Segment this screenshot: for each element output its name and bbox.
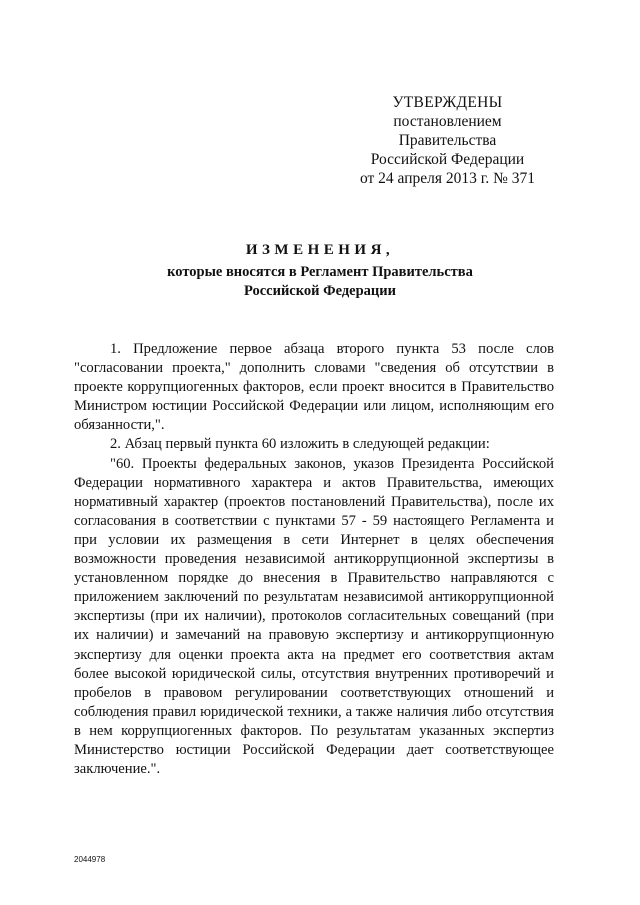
document-code: 2044978 — [74, 855, 106, 864]
approval-line-3: от 24 апреля 2013 г. № 371 — [359, 170, 536, 187]
paragraph-2: 2. Абзац первый пункта 60 изложить в следующей редакции: — [110, 436, 490, 453]
approval-head: УТВЕРЖДЕНЫ — [392, 94, 503, 111]
paragraph-1: 1. Предложение первое абзаца второго пункта 53 после слов "согласовании проекта," дополнить словами "сведения об отсутствии в проекте коррупциогенных факторов, если проект вносится в Правительство Министром юстиции Российской Федерации или лицом, исполняющим его обязанности,". — [74, 341, 554, 434]
document-title: ИЗМЕНЕНИЯ, — [245, 242, 395, 258]
paragraph-3: "60. Проекты федеральных законов, указов Президента Российской Федерации нормативного характера и актов Правительства, имеющих нормативный характер (проектов постановлений Правительства), после их согласования в соответствии с пунктами 57 - 59 настоящего Регламента и при условии их размещения в сети Интернет в целях обеспечения возможности проведения независимой антикоррупционной экспертизы в установленном порядке до внесения в Правительство направляются с приложением заключений по результатам независимой антикоррупционной экспертизы (при их наличии), протоколов согласительных совещаний (при их наличии) и замечаний на правовую экспертизу и антикоррупционную экспертизу для оценки проекта акта на предмет его соответствия актам более высокой юридической силы, отсутствия внутренних противоречий и пробелов в правовом регулировании соответствующих отношений и соблюдения правил юридической техники, а также наличия либо отсутствия в нем коррупциогенных факторов. По результатам указанных экспертиз Министерство юстиции Российской Федерации дает соответствующее заключение.". — [74, 455, 554, 778]
title-block — [60, 240, 580, 301]
subtitle-line-2: Российской Федерации — [243, 283, 396, 299]
subtitle-line-1: которые вносятся в Регламент Правительства — [167, 264, 473, 280]
document-body — [74, 340, 554, 779]
approval-stamp — [345, 93, 550, 188]
approval-line-2: Российской Федерации — [370, 151, 525, 168]
approval-line-1: постановлением Правительства — [393, 113, 502, 149]
document-subtitle — [60, 263, 580, 301]
